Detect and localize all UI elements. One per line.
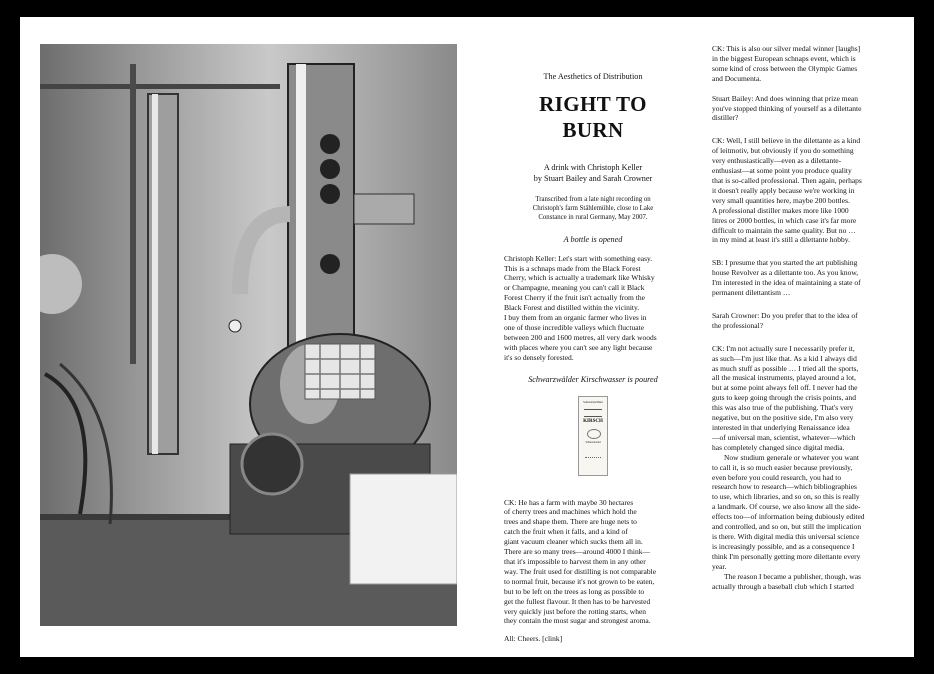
subtitle: A drink with Christoph Keller	[543, 163, 643, 172]
paragraph-2	[504, 498, 682, 627]
text-line: one of those incredible valleys which fluctuate	[504, 322, 644, 332]
text-line: CK: I'm not actually sure I necessarily prefer it,	[712, 343, 855, 353]
text-line: even before you could research, you had to	[712, 472, 842, 482]
text-line: of cherry trees and machines which hold the	[504, 507, 637, 517]
text-line: actually through a baseball club which I started	[712, 581, 854, 591]
text-line: with places where you can't see any light because	[504, 342, 653, 352]
note-line: Constance in rural Germany, May 2007.	[538, 214, 648, 222]
stage-direction-2: Schwarzwälder Kirschwasser is poured	[528, 374, 658, 384]
paragraph-r4	[712, 258, 894, 298]
text-line: but to be left on the trees as long as possible to	[504, 586, 645, 596]
kirsch-bottle-label	[578, 396, 608, 476]
text-line: the professional?	[712, 320, 764, 330]
text-line: has completely changed since digital media.	[712, 442, 845, 452]
text-line: some kind of cross between the Olympic Games	[712, 63, 858, 73]
text-line: trees and shape them. There are huge nets to	[504, 517, 637, 527]
text-line: and controlled, and so on, but still the implication	[712, 522, 862, 532]
text-line: There are so many trees—around 4000 I think—	[504, 547, 650, 557]
text-line: that is so-called professional. Then again, perhaps	[712, 175, 862, 185]
text-line: Black Forest and distilled within the vicinity.	[504, 303, 640, 313]
article-title	[504, 91, 682, 143]
text-line: as much stuff as possible … I tried all the sports,	[712, 363, 859, 373]
text-line: all the musical instruments, played around a lot,	[712, 373, 856, 383]
text-line: very quickly just before the rotting starts, when	[504, 606, 647, 616]
paragraph-r2	[712, 94, 894, 124]
paragraph-r6	[712, 344, 894, 453]
title-line-1: RIGHT TO	[539, 92, 647, 116]
label-emblem-icon	[587, 429, 601, 439]
text-line: CK: Well, I still believe in the dilettante as a kind	[712, 136, 861, 146]
label-bottom-text: Schwarzwald	[585, 440, 601, 444]
paragraph-r3	[712, 136, 894, 245]
text-line: year.	[712, 561, 727, 571]
text-line: as such—I'm just like that. As a kid I always did	[712, 353, 857, 363]
title-line-2: BURN	[562, 118, 624, 142]
text-line: litres or 2000 bottles, in which case it's far more	[712, 215, 857, 225]
paragraph-r1	[712, 44, 894, 84]
text-line: that it's impossible to harvest them in any other	[504, 557, 646, 567]
transcription-note	[504, 195, 682, 223]
series-heading: The Aesthetics of Distribution	[543, 72, 643, 81]
text-line: but at some point always fell off. I never had the	[712, 383, 858, 393]
text-line: —of universal man, scientist, whatever—which	[712, 432, 856, 442]
label-decoration	[585, 457, 601, 468]
text-line: think I'm personally getting more dilettante every	[712, 551, 861, 561]
text-line: SB: I presume that you started the art publishing	[712, 258, 858, 268]
text-line: way. The fruit used for distilling is not comparable	[504, 566, 657, 576]
text-line: of leitmotiv, but obviously if you do something	[712, 146, 854, 156]
text-line: effects too—of information being dubiously edited	[712, 512, 865, 522]
text-line: I buy them from an organic farmer who lives in	[504, 313, 647, 323]
text-line: Sarah Crowner: Do you prefer that to the idea of	[712, 310, 858, 320]
text-line: research how to research—which bibliographies	[712, 482, 857, 492]
text-line: in the biggest European schnaps event, which is	[712, 53, 856, 63]
text-line: in my mind at least it's still a dilettante hobby.	[712, 235, 850, 245]
text-line: to use, which libraries, and so on, so this is really	[712, 492, 860, 502]
paragraph-3	[504, 634, 682, 644]
text-line: very enthusiastically—even as a dilettante-	[712, 156, 842, 166]
text-line: This is a schnaps made from the Black Forest	[504, 263, 641, 273]
text-line: you've stopped thinking of yourself as a dilettante	[712, 103, 862, 113]
note-line: Christoph's farm Stählemühle, close to Lake	[532, 205, 654, 213]
paragraph-r5	[712, 311, 894, 331]
text-line: they contain the most sugar and strongest aroma.	[504, 616, 651, 626]
text-line: is there. With digital media this universal science	[712, 531, 860, 541]
distillery-photo	[40, 44, 457, 626]
text-line: very small quantities here, maybe 200 bottles.	[712, 195, 850, 205]
text-line: distiller?	[712, 113, 739, 123]
text-line: The reason I became a publisher, though, was	[724, 571, 861, 581]
label-top-text: Schwarzwälder	[583, 399, 603, 404]
text-line: CK: He has a farm with maybe 30 hectares	[504, 497, 634, 507]
text-line: permanent dilettantism …	[712, 288, 791, 298]
text-line: CK: This is also our silver medal winner [laughs]	[712, 44, 861, 53]
magazine-spread	[20, 17, 914, 657]
text-line: to normal fruit, because it's not grown to be eaten,	[504, 576, 655, 586]
still-illustration	[40, 44, 457, 626]
text-line: giant vacuum cleaner which sucks them all in.	[504, 537, 643, 547]
label-decoration	[584, 409, 602, 417]
text-line: and Documenta.	[712, 73, 762, 83]
text-line: interested in that underlying Renaissance idea	[712, 423, 850, 432]
text-line: All: Cheers. [clink]	[504, 634, 563, 644]
text-line: a landmark. Of course, we also know all the side-	[712, 502, 861, 512]
text-line: I'm interested in the idea of maintaining a state of	[712, 278, 861, 288]
text-line: difficult to maintain the same quality. But no …	[712, 225, 856, 235]
label-main-text: KIRSCH	[583, 418, 603, 424]
text-line: is increasingly possible, and as a consequence I	[712, 541, 855, 551]
text-line: Cherry, which is actually a trademark like Whisky	[504, 273, 655, 283]
text-line: guts to keep going through the crisis points, and	[712, 393, 856, 403]
text-line: Forest Cherry if the fruit isn't actually from the	[504, 293, 645, 303]
text-line: negative, but on the positive side, I'm also very	[712, 413, 854, 423]
text-line: to call it, is so much easier because previously,	[712, 462, 853, 472]
text-line: it doesn't really apply because we're working in	[712, 185, 855, 195]
text-line: Christoph Keller: Let's start with something easy.	[504, 253, 653, 263]
right-column	[712, 44, 894, 591]
text-line: Stuart Bailey: And does winning that prize mean	[712, 93, 859, 103]
middle-column	[504, 44, 682, 644]
stage-direction-1: A bottle is opened	[563, 234, 623, 244]
text-line: between 200 and 1600 metres, all very dark woods	[504, 332, 657, 342]
byline	[504, 163, 682, 184]
text-line: get the fullest flavour. It then has to be harvested	[504, 596, 651, 606]
text-line: or Champagne, meaning you can't call it Black	[504, 283, 645, 293]
note-line: Transcribed from a late night recording on	[535, 196, 651, 203]
text-line: Now studium generale or whatever you want	[724, 452, 859, 462]
paragraph-r7	[712, 453, 894, 572]
text-line: catch the fruit when it falls, and a kind of	[504, 527, 628, 537]
text-line: it's so densely forested.	[504, 352, 574, 362]
text-line: A professional distiller makes more like 1000	[712, 205, 849, 215]
paragraph-r8	[712, 572, 894, 592]
text-line: this was also true of the publishing. That's very	[712, 403, 854, 413]
text-line: house Revolver as a dilettante too. As you know,	[712, 268, 859, 278]
authors: by Stuart Bailey and Sarah Crowner	[533, 173, 653, 183]
paragraph-1	[504, 254, 682, 363]
text-line: enthusiast—at some point you produce quality	[712, 166, 852, 176]
